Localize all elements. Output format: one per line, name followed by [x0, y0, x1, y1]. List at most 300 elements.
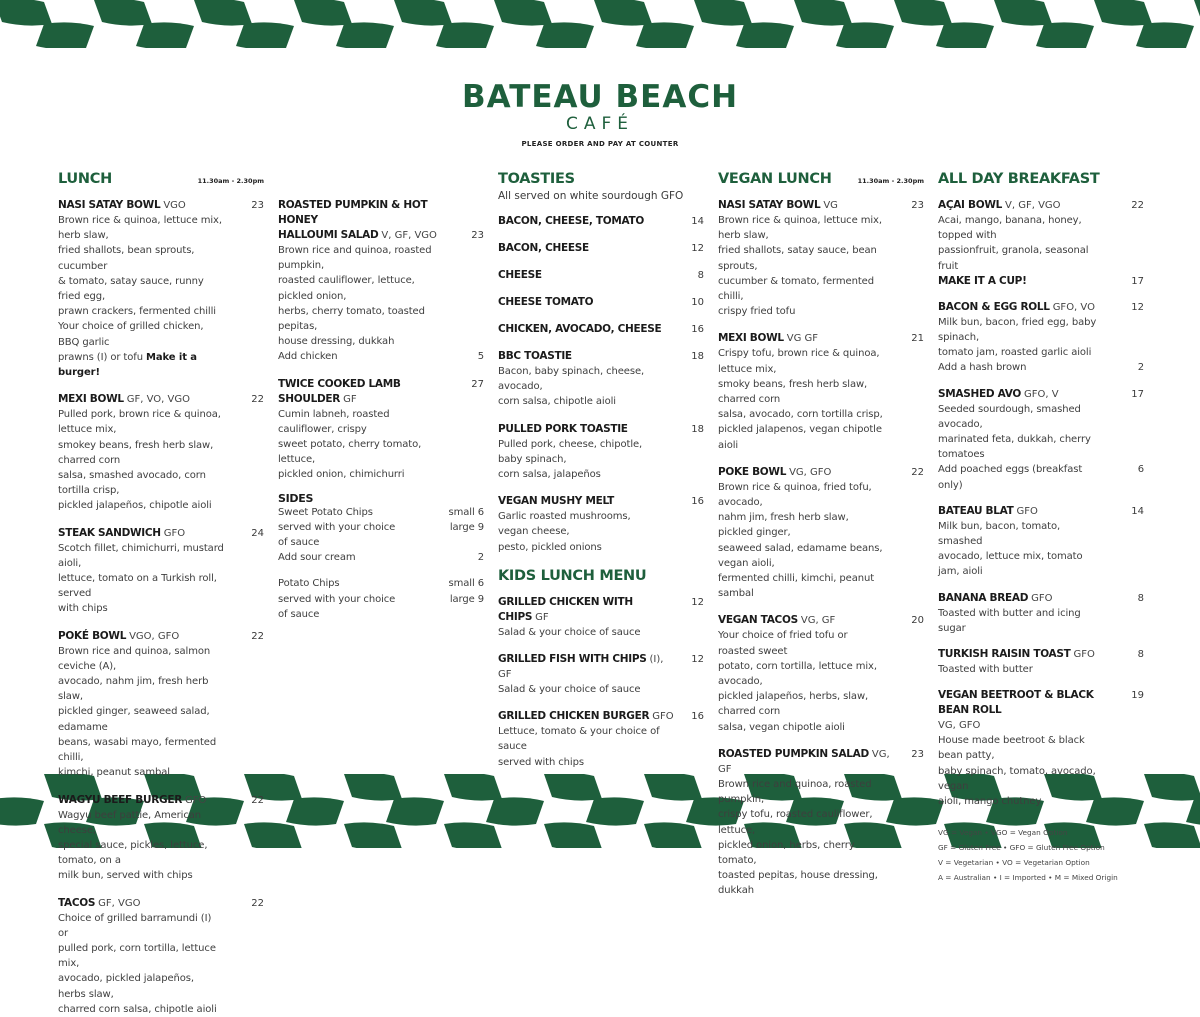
menu-item — [938, 504, 1144, 580]
item-description — [938, 662, 1144, 677]
item-price: 8 — [697, 270, 704, 281]
checker-tile — [136, 22, 194, 48]
legend-line: A = Australian • I = Imported • M = Mixed Origin — [938, 873, 1118, 883]
menu-item — [278, 377, 484, 483]
item-price: 23 — [251, 200, 264, 211]
item-name: BACON & EGG ROLL — [938, 300, 1050, 313]
description-line: Milk bun, bacon, fried egg, baby spinach, — [938, 316, 1097, 344]
checker-tile — [694, 0, 752, 26]
kids-title: KIDS LUNCH MENU — [498, 567, 647, 584]
item-price: 20 — [911, 615, 924, 627]
item-price: 8 — [1137, 649, 1144, 661]
vegan-column — [718, 170, 924, 899]
addon-text: Add poached eggs (breakfast only) — [938, 464, 1083, 491]
item-header — [718, 198, 924, 213]
breakfast-column — [938, 170, 1144, 885]
item-price: 14 — [691, 216, 704, 227]
brand-header — [0, 80, 1200, 148]
checker-tile — [394, 0, 452, 26]
item-header — [938, 688, 1144, 718]
menu-item — [498, 349, 704, 410]
dietary-legend — [938, 825, 1144, 885]
item-price: 16 — [691, 324, 704, 335]
item-price: 22 — [251, 630, 264, 642]
item-price: 21 — [911, 333, 924, 345]
item-name: GRILLED CHICKEN BURGER — [498, 710, 650, 723]
item-tags: VG, GF — [800, 615, 836, 627]
item-price: 22 — [1131, 200, 1144, 211]
description-line: fried shallots, satay sauce, bean sprouts, — [718, 245, 877, 272]
checker-tile — [386, 797, 444, 825]
menu-item — [498, 652, 704, 697]
item-price: 14 — [1131, 505, 1144, 517]
toasties-title: TOASTIES — [498, 171, 575, 187]
checker-tile — [486, 797, 544, 825]
item-header — [938, 591, 1144, 606]
sub-item-price: 17 — [1131, 275, 1144, 287]
addon-text: Add chicken — [278, 351, 338, 363]
item-description — [718, 213, 924, 319]
checker-tile — [444, 822, 502, 848]
addon-price: 6 — [1137, 464, 1144, 476]
checker-tile — [1136, 22, 1194, 48]
item-description — [58, 911, 264, 1017]
checker-tile — [0, 797, 44, 825]
menu-item — [278, 198, 484, 365]
checker-tile — [736, 22, 794, 48]
description-line: special sauce, pickles, lettuce, tomato, on a — [58, 839, 208, 867]
item-header — [938, 647, 1144, 662]
description-line: served with chips — [498, 756, 584, 768]
description-line: Brown rice and quinoa, salmon ceviche (A), — [58, 645, 211, 672]
side-text: of sauce — [278, 608, 320, 620]
item-tags: GF, VO, VGO — [126, 394, 190, 406]
item-tags: V, GF, VGO — [381, 230, 437, 241]
item-name: AÇAI BOWL — [938, 199, 1003, 211]
item-name: TURKISH RAISIN TOAST — [938, 648, 1071, 661]
description-line: pesto, pickled onions — [498, 541, 602, 553]
addon-price: 5 — [477, 351, 484, 363]
checker-tile — [794, 0, 852, 26]
menu-item — [718, 198, 924, 319]
description-line: crispy tofu, roasted cauliflower, lettuce, — [718, 809, 873, 836]
item-tags: GFO, VO — [1052, 301, 1095, 313]
side-text: of sauce — [278, 537, 320, 549]
item-tags: VG, GFO — [789, 466, 832, 478]
side-text: Sweet Potato Chips — [278, 506, 373, 518]
item-tags: VGO, GFO — [129, 630, 180, 642]
description-line: avocado, lettuce mix, tomato jam, aioli — [938, 551, 1083, 578]
item-price: 16 — [691, 496, 704, 508]
menu-item — [498, 241, 704, 256]
item-name: NASI SATAY BOWL — [718, 199, 821, 211]
item-tags: GFO — [163, 527, 186, 539]
menu-item — [718, 331, 924, 452]
description-line: nahm jim, fresh herb slaw, pickled ginger, — [718, 512, 849, 539]
description-line: pickled ginger, seaweed salad, edamame — [58, 706, 210, 733]
item-tags: GF — [535, 611, 549, 623]
item-header — [498, 214, 704, 229]
item-description — [718, 480, 924, 602]
checker-tile — [544, 822, 602, 848]
item-header — [498, 422, 704, 437]
side-text: Potato Chips — [278, 578, 340, 590]
sides-header — [278, 492, 484, 505]
item-header — [718, 613, 924, 628]
item-tags: VG — [823, 200, 838, 211]
item-tags: V, GF, VGO — [1005, 200, 1061, 211]
item-description — [938, 402, 1144, 493]
breakfast-title: ALL DAY BREAKFAST — [938, 171, 1100, 187]
description-line: Cumin labneh, roasted cauliflower, crispy — [278, 408, 390, 435]
description-line: cucumber & tomato, fermented chilli, — [718, 275, 874, 303]
menu-item — [58, 392, 264, 513]
item-header — [498, 494, 704, 509]
menu-item — [938, 198, 1144, 289]
description-line: salsa, smashed avocado, corn tortilla crisp, — [58, 470, 206, 497]
description-line: Brown rice & quinoa, fried tofu, avocado, — [718, 481, 872, 509]
description-line: Pulled pork, cheese, chipotle, baby spinach, — [498, 438, 643, 465]
description-line: fermented chilli, kimchi, peanut sambal — [718, 573, 875, 600]
item-price: 17 — [1131, 388, 1144, 400]
item-description — [938, 733, 1144, 809]
item-description — [938, 213, 1144, 274]
item-name: HALLOUMI SALAD — [278, 229, 379, 241]
vegan-items — [718, 198, 924, 899]
sub-item-header — [938, 274, 1144, 289]
item-description — [498, 364, 704, 410]
description-line: charred corn salsa, chipotle aioli — [58, 1003, 217, 1015]
item-price: 27 — [471, 378, 484, 390]
item-price: 22 — [251, 794, 264, 806]
item-header — [938, 300, 1144, 315]
description-line: Brown rice & quinoa, lettuce mix, herb slaw, — [718, 215, 882, 242]
item-name: WAGYU BEEF BURGER — [58, 793, 182, 806]
legend-line: GF = Gluten Free • GFO = Gluten Free Option — [938, 843, 1105, 853]
item-name: BACON, CHEESE, TOMATO — [498, 215, 645, 227]
description-line: salsa, vegan chipotle aioli — [718, 721, 845, 733]
side-line — [278, 550, 484, 565]
vegan-title: VEGAN LUNCH — [718, 171, 832, 187]
item-name: VEGAN TACOS — [718, 614, 798, 627]
side-text: Add sour cream — [278, 552, 356, 564]
item-name: ROASTED PUMPKIN SALAD — [718, 747, 869, 760]
description-line: smokey beans, fresh herb slaw, charred corn — [58, 439, 214, 466]
item-price: 16 — [691, 711, 704, 723]
description-line: & tomato, satay sauce, runny fried egg, — [58, 275, 204, 303]
item-tags: VG GF — [786, 333, 819, 345]
menu-item — [58, 896, 264, 1017]
item-name: TACOS — [58, 896, 96, 909]
menu-item — [938, 387, 1144, 493]
menu-item — [498, 295, 704, 310]
toasties-column — [498, 170, 704, 770]
menu-item — [498, 214, 704, 229]
description-line: baby spinach, tomato, avocado, vegan — [938, 765, 1096, 792]
item-description — [718, 628, 924, 734]
item-price: 12 — [691, 596, 704, 608]
item-tags: GFO, V — [1024, 388, 1059, 400]
item-price: 8 — [1137, 592, 1144, 604]
description-line: salsa, avocado, corn tortilla crisp, — [718, 409, 883, 421]
item-header — [718, 331, 924, 346]
description-line: Salad & your choice of sauce — [498, 626, 641, 638]
checker-tile — [36, 22, 94, 48]
legend-line: V = Vegetarian • VO = Vegetarian Option — [938, 858, 1090, 868]
item-description — [498, 682, 704, 697]
checker-tile — [1144, 774, 1200, 801]
item-description — [278, 243, 484, 349]
item-description — [58, 644, 264, 781]
item-tags: VG, GFO — [938, 720, 981, 732]
menu-item — [938, 591, 1144, 636]
item-name: TWICE COOKED LAMB SHOULDER — [278, 377, 401, 405]
menu-item — [498, 494, 704, 555]
checker-svg — [0, 0, 1200, 48]
description-line: crispy fried tofu — [718, 306, 796, 318]
vegan-hours: 11.30am - 2.30pm — [857, 177, 924, 185]
item-header — [498, 349, 704, 364]
item-price: 23 — [911, 200, 924, 211]
description-line: avocado, nahm jim, fresh herb slaw, — [58, 676, 209, 703]
breakfast-items — [938, 198, 1144, 809]
make-it-burger-text: Make it a burger! — [58, 351, 197, 379]
description-line: lettuce, tomato on a Turkish roll, served — [58, 573, 217, 600]
item-name: VEGAN MUSHY MELT — [498, 495, 615, 508]
description-line: Lettuce, tomato & your choice of sauce — [498, 726, 660, 753]
item-description — [498, 625, 704, 640]
item-name: GRILLED FISH WITH CHIPS — [498, 653, 647, 666]
item-header — [938, 504, 1144, 519]
description-line: Brown rice and quinoa, roasted pumpkin, — [718, 778, 872, 806]
item-header — [58, 392, 264, 407]
description-line: corn salsa, chipotle aioli — [498, 396, 616, 408]
description-line: house dressing, dukkah — [278, 336, 395, 348]
description-line: Toasted with butter and icing sugar — [938, 607, 1081, 634]
sub-item-name: MAKE IT A CUP! — [938, 274, 1027, 287]
item-name: BBC TOASTIE — [498, 350, 572, 362]
menu-item — [58, 629, 264, 781]
description-line: Crispy tofu, brown rice & quinoa, lettuce mix, — [718, 348, 880, 375]
checker-tile — [344, 822, 402, 848]
checker-tile — [494, 0, 552, 26]
checker-tile — [586, 797, 644, 825]
checker-tile — [0, 0, 52, 26]
checker-tile — [594, 0, 652, 26]
checker-tile — [1194, 0, 1200, 26]
side-text: served with your choice — [278, 521, 396, 533]
sides-group-sweet-potato — [278, 505, 484, 566]
description-line: pickled jalapenos, vegan chipotle aioli — [718, 424, 882, 451]
side-line — [278, 535, 484, 550]
checker-tile — [894, 0, 952, 26]
description-line: House made beetroot & black bean patty, — [938, 735, 1085, 762]
item-description — [718, 777, 924, 899]
menu-item — [498, 595, 704, 640]
description-line: Salad & your choice of sauce — [498, 684, 641, 696]
description-line: Pulled pork, brown rice & quinoa, lettuce mix, — [58, 409, 221, 436]
description-line: Toasted with butter — [938, 664, 1033, 676]
item-name: POKE BOWL — [718, 465, 787, 478]
item-description — [938, 606, 1144, 636]
item-header — [58, 526, 264, 541]
item-name: NASI SATAY BOWL — [58, 199, 161, 211]
description-line: smoky beans, fresh herb slaw, charred corn — [718, 378, 868, 406]
legend-line: VG = Vegan • VGO = Vegan Option — [938, 828, 1068, 838]
item-name: PULLED PORK TOASTIE — [498, 422, 628, 435]
item-price: 10 — [691, 297, 704, 308]
checker-tile — [1186, 797, 1200, 825]
description-line: seaweed salad, edamame beans, vegan aioli, — [718, 542, 883, 569]
item-name: MEXI BOWL — [58, 393, 124, 406]
description-line — [58, 350, 264, 380]
item-name: BANANA BREAD — [938, 591, 1029, 604]
item-price: 18 — [691, 351, 704, 362]
item-header — [58, 629, 264, 644]
item-name: STEAK SANDWICH — [58, 526, 161, 539]
item-name: POKÉ BOWL — [58, 629, 127, 642]
description-line: sweet potato, cherry tomato, lettuce, — [278, 439, 422, 466]
description-line: beans, wasabi mayo, fermented chilli, — [58, 736, 217, 764]
item-header — [498, 295, 704, 310]
menu-item — [718, 613, 924, 734]
item-tags: GFO — [1016, 505, 1038, 517]
item-header — [278, 377, 484, 407]
description-line: roasted cauliflower, lettuce, pickled onion, — [278, 275, 415, 302]
description-line: Your choice of grilled chicken, BBQ garlic — [58, 321, 204, 348]
addon-line — [938, 360, 1144, 375]
item-description — [58, 808, 264, 884]
vegan-header — [718, 170, 924, 188]
menu-item — [718, 465, 924, 602]
item-header — [498, 268, 704, 283]
checker-tile — [236, 22, 294, 48]
item-description — [58, 407, 264, 513]
item-tags: GFO — [184, 794, 207, 806]
description-line: Milk bun, bacon, tomato, smashed — [938, 520, 1061, 548]
checker-tile — [544, 774, 602, 801]
addon-text: Add a hash brown — [938, 362, 1027, 374]
item-tags: (I), GF — [498, 654, 664, 681]
item-tags: GFO — [652, 711, 674, 723]
side-line — [278, 607, 484, 622]
item-price: 19 — [1131, 690, 1144, 702]
lunch-header — [58, 170, 264, 188]
item-header — [498, 241, 704, 256]
menu-item — [498, 268, 704, 283]
item-header — [498, 652, 704, 682]
lunch-column — [58, 170, 264, 1017]
side-line — [278, 576, 484, 591]
checker-tile — [286, 797, 344, 825]
item-name: BACON, CHEESE — [498, 242, 589, 254]
description-line: fried shallots, bean sprouts, cucumber — [58, 245, 195, 272]
description-line: herbs, cherry tomato, toasted pepitas, — [278, 305, 425, 333]
checker-tile — [344, 774, 402, 801]
item-description — [718, 346, 924, 452]
kids-items — [498, 595, 704, 770]
checker-tile — [94, 0, 152, 26]
checker-tile — [336, 22, 394, 48]
item-description — [58, 541, 264, 617]
description-line: pickled jalapeños, herbs, slaw, charred corn — [718, 691, 869, 718]
side-line — [278, 592, 484, 607]
top-checker-pattern — [0, 0, 1200, 48]
description-line: marinated feta, dukkah, cherry tomatoes — [938, 434, 1091, 461]
item-name: BATEAU BLAT — [938, 504, 1014, 517]
side-line — [278, 520, 484, 535]
description-line: prawn crackers, fermented chilli — [58, 306, 216, 318]
item-description — [498, 724, 704, 770]
description-line: Brown rice & quinoa, lettuce mix, herb slaw, — [58, 215, 222, 242]
item-tags: VG, GF — [718, 748, 890, 775]
checker-tile — [436, 22, 494, 48]
lamb-item-container — [278, 377, 484, 483]
side-price: large 9 — [449, 521, 484, 533]
item-header — [58, 896, 264, 911]
item-price: 22 — [251, 394, 264, 406]
item-price: 24 — [251, 527, 264, 539]
item-price: 22 — [911, 466, 924, 478]
description-line: Brown rice and quinoa, roasted pumpkin, — [278, 245, 432, 272]
item-name: CHICKEN, AVOCADO, CHEESE — [498, 323, 662, 335]
menu-item — [938, 300, 1144, 376]
item-description — [58, 213, 264, 380]
item-header — [938, 198, 1144, 213]
item-name: ROASTED PUMPKIN & HOT HONEY — [278, 199, 428, 226]
description-text: prawns (I) or tofu — [58, 351, 143, 363]
description-line: Scotch fillet, chimichurri, mustard aioli, — [58, 542, 224, 569]
cafe-name: BATEAU BEACH — [461, 79, 739, 115]
item-header — [498, 322, 704, 337]
sides-group-potato — [278, 576, 484, 622]
description-line: potato, corn tortilla, lettuce mix, avocado, — [718, 660, 877, 688]
description-line: kimchi, peanut sambal — [58, 767, 170, 779]
item-price: 12 — [1131, 301, 1144, 313]
item-name: SMASHED AVO — [938, 387, 1022, 400]
description-line: tomato jam, roasted garlic aioli — [938, 347, 1092, 359]
lunch-continued-column — [278, 170, 484, 622]
description-line: pickled onion, chimichurri — [278, 469, 405, 481]
item-description — [278, 407, 484, 483]
menu-item — [498, 709, 704, 770]
item-tags: GF — [343, 393, 357, 405]
checker-tile — [836, 22, 894, 48]
item-description — [498, 437, 704, 483]
toasties-note: All served on white sourdough GFO — [498, 190, 684, 202]
menu-item — [58, 526, 264, 617]
description-line: Wagyu beef pattie, American cheese, — [58, 809, 202, 836]
item-header — [718, 465, 924, 480]
menu-item — [718, 747, 924, 899]
checker-tile — [536, 22, 594, 48]
item-description — [498, 509, 704, 555]
item-price: 22 — [251, 897, 264, 909]
item-name: MEXI BOWL — [718, 332, 784, 345]
description-line: aioli, mango chutney — [938, 796, 1042, 808]
side-price: 2 — [477, 552, 484, 564]
description-line: toasted pepitas, house dressing, dukkah — [718, 870, 878, 897]
side-price: small 6 — [448, 506, 484, 518]
checker-tile — [1094, 0, 1152, 26]
item-tags: VGO — [163, 200, 186, 211]
item-header — [498, 709, 704, 724]
lunch-title: LUNCH — [58, 171, 112, 187]
side-price: large 9 — [449, 593, 484, 605]
checker-tile — [444, 774, 502, 801]
item-price: 23 — [471, 230, 484, 241]
checker-tile — [1036, 22, 1094, 48]
